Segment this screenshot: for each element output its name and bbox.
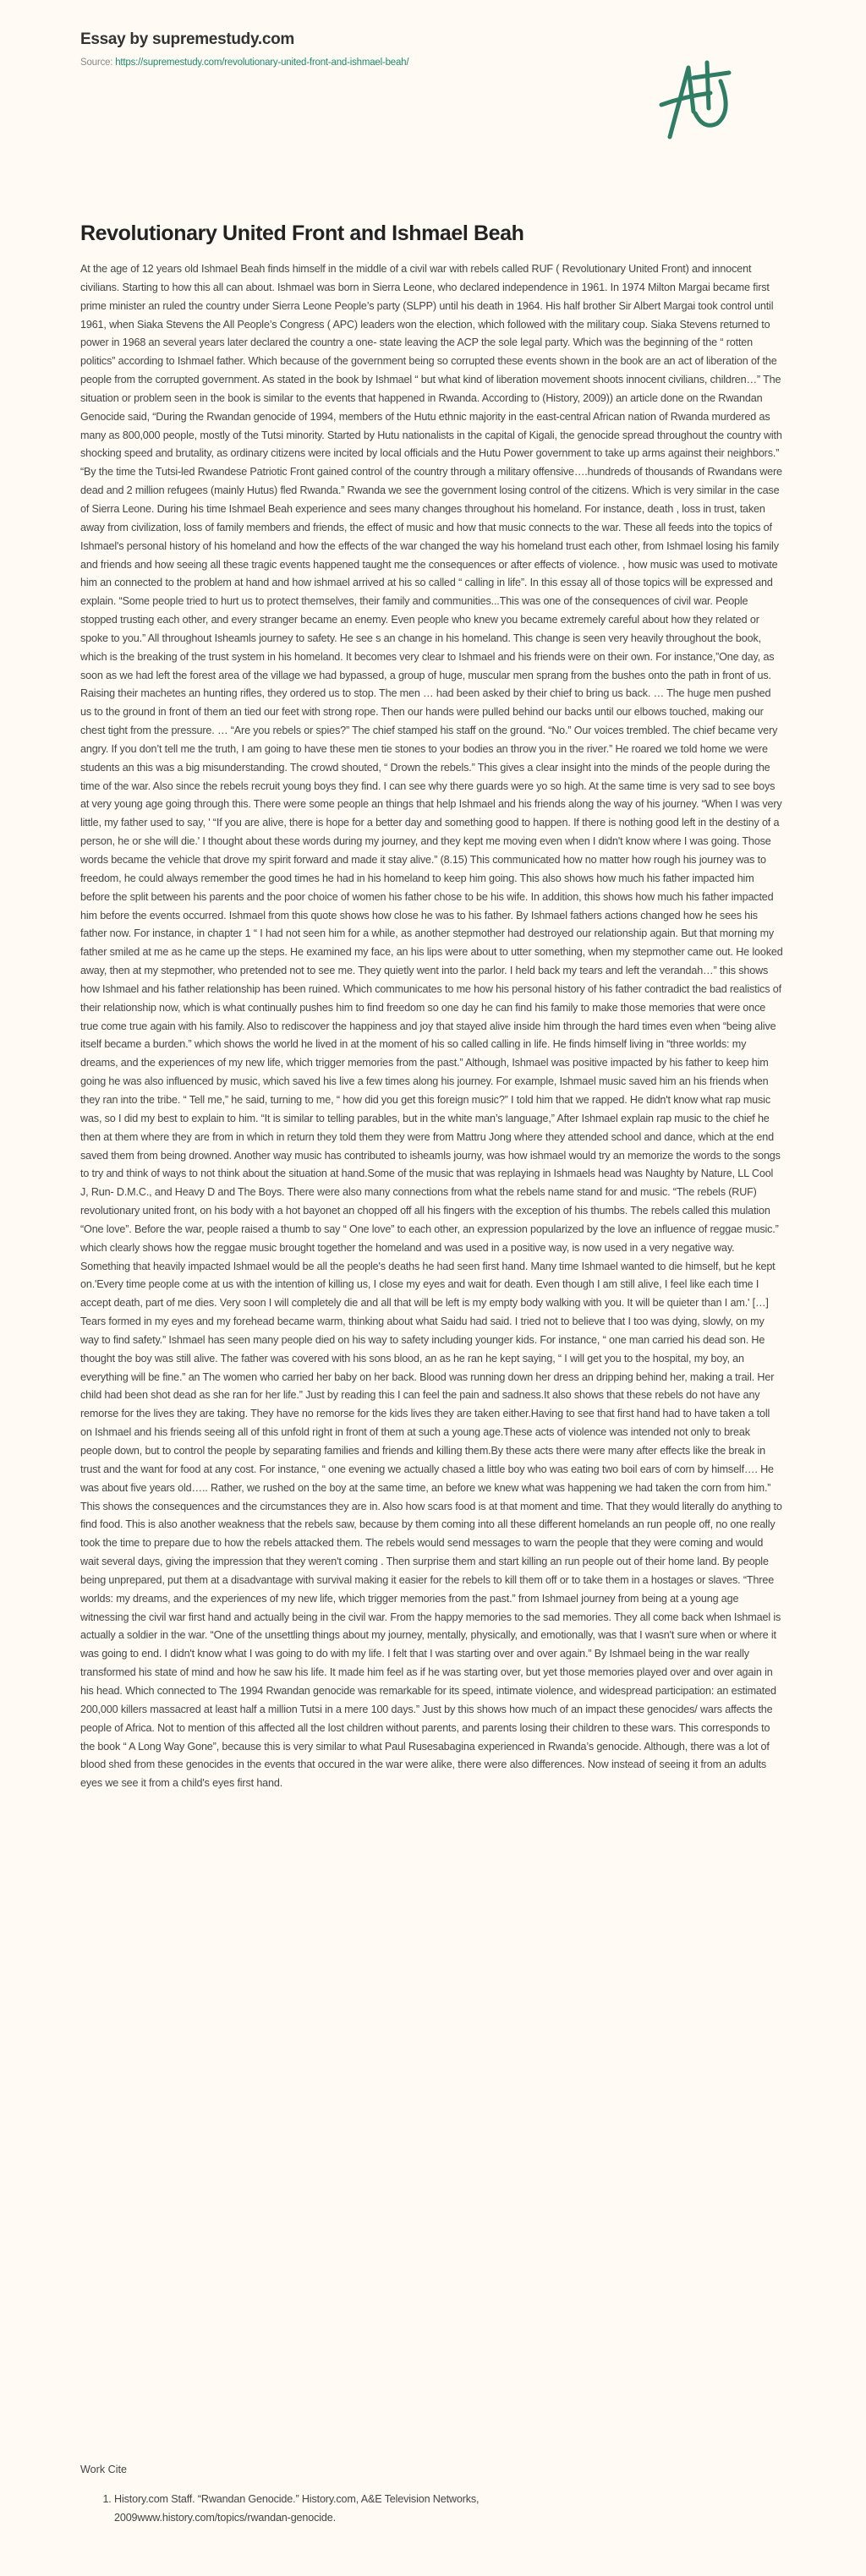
works-cited-heading: Work Cite xyxy=(80,2464,128,2475)
essay-body: At the age of 12 years old Ishmael Beah finds himself in the middle of a civil war with rebels called RUF ( Revolutionary United Front) and innocent civilians. Starting to how this all can about. Ishmael was born in Sierra Leone, who declared independence in 1961. In 1974 Milton Margai became first prime minister an ruled the country under Sierra Leone People’s party (SLPP) until his death in 1964. His half brother Sir Albert Margai took control until 1961, when Siaka Stevens the All People’s Congress ( APC) leaders won the election, which followed with the military coup. Siaka Stevens returned to power in 1968 an several years later declared the country a one- state leaving the ACP the sole legal party. Which was the beginning of the “ rotten politics” according to Ishmael father. Which because of the government being so corrupted these events shown in the book are an act of liberation of the people from the corrupted government. As stated in the book by Ishmael “ but what kind of liberation movement shoots innocent civilians, children…” The situation or problem seen in the book is similar to the events that happened in Rwanda. According to (History, 2009)) an article done on the Rwandan Genocide said, “During the Rwandan genocide of 1994, members of the Hutu ethnic majority in the east-central African nation of Rwanda murdered as many as 800,000 people, mostly of the Tutsi minority. Started by Hutu nationalists in the capital of Kigali, the genocide spread throughout the country with shocking speed and brutality, as ordinary citizens were incited by local officials and the Hutu Power government to take up arms against their neighbors.” “By the time the Tutsi-led Rwandese Patriotic Front gained control of the country through a military offensive….hundreds of thousands of Rwandans were dead and 2 million refugees (mainly Hutus) fled Rwanda.” Rwanda we see the government losing control of the citizens. Which is very similar in the case of Sierra Leone. During his time Ishmael Beah experience and sees many changes throughout his homeland. For instance, death , loss in trust, taken away from civilization, loss of family members and friends, the effect of music and how that music connects to the war. These all feeds into the topics of Ishmael's personal history of his homeland and how the effects of the war changed the way his homeland trust each other, from Ishmael losing his family and friends and how seeing all these tragic events happened taught me the consequences or after effects of violence. , how music was used to motivate him an connected to the problem at hand and how ishmael arrived at his so called “ calling in life”. In this essay all of those topics will be expressed and explain. “Some people tried to hurt us to protect themselves, their family and communities...This was one of the consequences of civil war. People stopped trusting each other, and every stranger became an enemy. Even people who knew you became extremely careful about how they related or spoke to you.” All throughout Isheamls journey to safety. He see s an change in his homeland. This change is seen very heavily throughout the book, which is the breaking of the trust system in his homeland. It becomes very clear to Ishmael and his friends were on their own. For instance,”One day, as soon as we had left the forest area of the village we had bypassed, a group of huge, muscular men sprang from the bushes onto the path in front of us. Raising their machetes an hunting rifles, they ordered us to stop. The men … had been asked by their chief to bring us back. … The huge men pushed us to the ground in front of them an tied our feet with strong rope. Then our hands were pulled behind our backs until our elbows touched, making our chest tight from the pressure. … “Are you rebels or spies?” The chief stamped his staff on the ground. “No.” Our voices trembled. The chief became very angry. If you don’t tell me the truth, I am going to have these men tie stones to your bodies an throw you in the river.” He roared we told home we were students an this was a big misunderstanding. The crowd shouted, “ Drown the rebels.” This gives a clear insight into the minds of the people during the time of the war. Also since the rebels recruit young boys they find. I can see why there guards were yo so high. At the same time is very sad to see boys at very young age going through this. There were some people an things that help Ishmael and his friends along the way of his journey. “When I was very little, my father used to say, ' “If you are alive, there is hope for a better day and something good to happen. If there is nothing good left in the destiny of a person, he or she will die.' I thought about these words during my journey, and they kept me moving even when I didn't know where I was going. Those words became the vehicle that drove my spirit forward and made it stay alive.” (8.15) This communicated how no matter how rough his journey was to freedom, he could always remember the good times he had in his homeland to keep him going. This also shows how much his father impacted him before the split between his parents and the poor choice of women his father chose to be his wife. In addition, this shows how much his father impacted him before the events occurred. Ishmael from this quote shows how close he was to his father. By Ishmael fathers actions changed how he sees his father now. For instance, in chapter 1 “ I had not seen him for a while, as another stepmother had destroyed our relationship again. But that morning my father smiled at me as he came up the steps. He examined my face, an his lips were about to utter something, when my stepmother came out. He looked away, then at my stepmother, who pretended not to see me. They quietly went into the parlor. I held back my tears and left the verandah…” this shows how Ishmael and his father relationship has been ruined. Which communicates to me how his personal history of his father contradict the bad realistics of their relationship now, which is what continually pushes him to find freedom so one day he can find his family to make those memories that were once true come true again with his family. Also to rediscover the happiness and joy that stayed alive inside him through the hard times even when “being alive itself became a burden.” which shows the world he lived in at the moment of his so called calling in life. He finds himself living in “three worlds: my dreams, and the experiences of my new life, which trigger memories from the past.” Although, Ishmael was positive impacted by his father to keep him going he was also influenced by music, which saved his live a few times along his journey. For example, Ishmael music saved him an his friends when they ran into the tribe. “ Tell me,” he said, turning to me, “ how did you get this foreign music?” I told him that we rapped. He didn't know what rap music was, so I did my best to explain to him. “It is similar to telling parables, but in the white man’s language,” After Ishmael explain rap music to the chief he then at them where they are from in which in return they told them they were from Mattru Jong where they attended school and dance, which at the end saved them from being drowned. Another way music has contributed to isheamls journy, was how ishmael would try an memorize the words to the songs to try and think of ways to not think about the situation at hand.Some of the music that was replaying in Ishmaels head was Naughty by Nature, LL Cool J, Run- D.M.C., and Heavy D and The Boys. There were also many connections from what the rebels name stand for and music. “The rebels (RUF) revolutionary united front, on his body with a hot bayonet an chopped off all his fingers with the exception of his thumbs. The rebels called this mulation “One love”. Before the war, people raised a thumb to say “ One love” to each other, an expression popularized by the love an influence of reggae music.” which clearly shows how the reggae music brought together the homeland and was used in a positive way, is now used in a very negative way. Something that heavily impacted Ishmael would be all the people's deaths he had seen first hand. Many time Ishmael wanted to die himself, but he kept on.'Every time people come at us with the intention of killing us, I close my eyes and wait for death. Even though I am still alive, I feel like each time I accept death, part of me dies. Very soon I will completely die and all that will be left is my empty body walking with you. It will be quieter than I am.' […] Tears formed in my eyes and my forehead became warm, thinking about what Saidu had said. I tried not to believe that I too was dying, slowly, on my way to find safety.” Ishmael has seen many people died on his way to safety including younger kids. For instance, “ one man carried his dead son. He thought the boy was still alive. The father was covered with his sons blood, an as he ran he kept saying, “ I will get you to the hospital, my boy, an everything will be fine.” an The women who carried her baby on her back. Blood was running down her dress an dripping behind her, making a trail. Her child had been shot dead as she ran for her life.” Just by reading this I can feel the pain and sadness.It also shows that these rebels do not have any remorse for the lives they are taking. They have no remorse for the kids lives they are taken either.Having to see that first hand had to have taken a toll on Ishmael and his friends seeing all of this unfold right in front of them at such a young age.These acts of violence was intended not only to break people down, but to control the people by separating families and friends and killing them.By these acts there were many after effects like the break in trust and the want for food at any cost. For instance, “ one evening we actually chased a little boy who was eating two boil ears of corn by himself…. He was about five years old….. Rather, we rushed on the boy at the same time, an before we knew what was happening we had taken the corn from him.” This shows the consequences and the circumstances they are in. Also how scars food is at that moment and time. That they would literally do anything to find food. This is also another weakness that the rebels saw, because by them coming into all these different homelands an run people off, no one really took the time to prepare due to how the rebels attacked them. The rebels would send messages to warn the people that they were coming and would wait several days, giving the impression that they weren't coming . Then surprise them and start killing an run people out of their home land. By people being unprepared, put them at a disadvantage with survival making it easier for the rebels to kill them off or to take them in a hostages or slaves. “Three worlds: my dreams, and the experiences of my new life, which trigger memories from the past.” from Ishmael journey from being at a young age witnessing the civil war first hand and actually being in the civil war. From the happy memories to the sad memories. They all come back when Ishmael is actually a soldier in the war. “One of the unsettling things about my journey, mentally, physically, and emotionally, was that I wasn't sure when or where it was going to end. I didn't know what I was going to do with my life. I felt that I was starting over and over again.” By Ishmael being in the war really transformed his state of mind and how he saw his life. It made him feel as if he was starting over, but yet those memories played over and over again in his head. Which connected to The 1994 Rwandan genocide was remarkable for its speed, intimate violence, and widespread participation: an estimated 200,000 killers massacred at least half a million Tutsi in a mere 100 days.” Just by this shows how much of an impact these genocides/ wars affects the people of Africa. Not to mention of this affected all the lost children without parents, and parents losing their children to these wars. This corresponds to the book “ A Long Way Gone”, because this is very similar to what Paul Rusesabagina experienced in Rwanda’s genocide. Although, there was a lot of blood shed from these genocides in the events that occured in the war were alike, there were also differences. Now instead of seeing it from an adults eyes we see it from a child's eyes first hand. xyxy=(80,263,783,1790)
works-cited-item: 1. History.com Staff. “Rwandan Genocide.” History.com, A&E Television Networks, 2009www.history.com/topics/rwandan-genocide. xyxy=(114,2491,588,2528)
source-line xyxy=(80,57,408,68)
source-link[interactable]: https://supremestudy.com/revolutionary-united-front-and-ishmael-beah/ xyxy=(115,57,409,68)
site-title: Essay by supremestudy.com xyxy=(80,30,294,48)
works-cited-list xyxy=(80,2491,588,2528)
source-label: Source: xyxy=(80,57,113,68)
essay-title: Revolutionary United Front and Ishmael Beah xyxy=(80,222,524,245)
a-plus-logo-icon xyxy=(651,52,744,145)
